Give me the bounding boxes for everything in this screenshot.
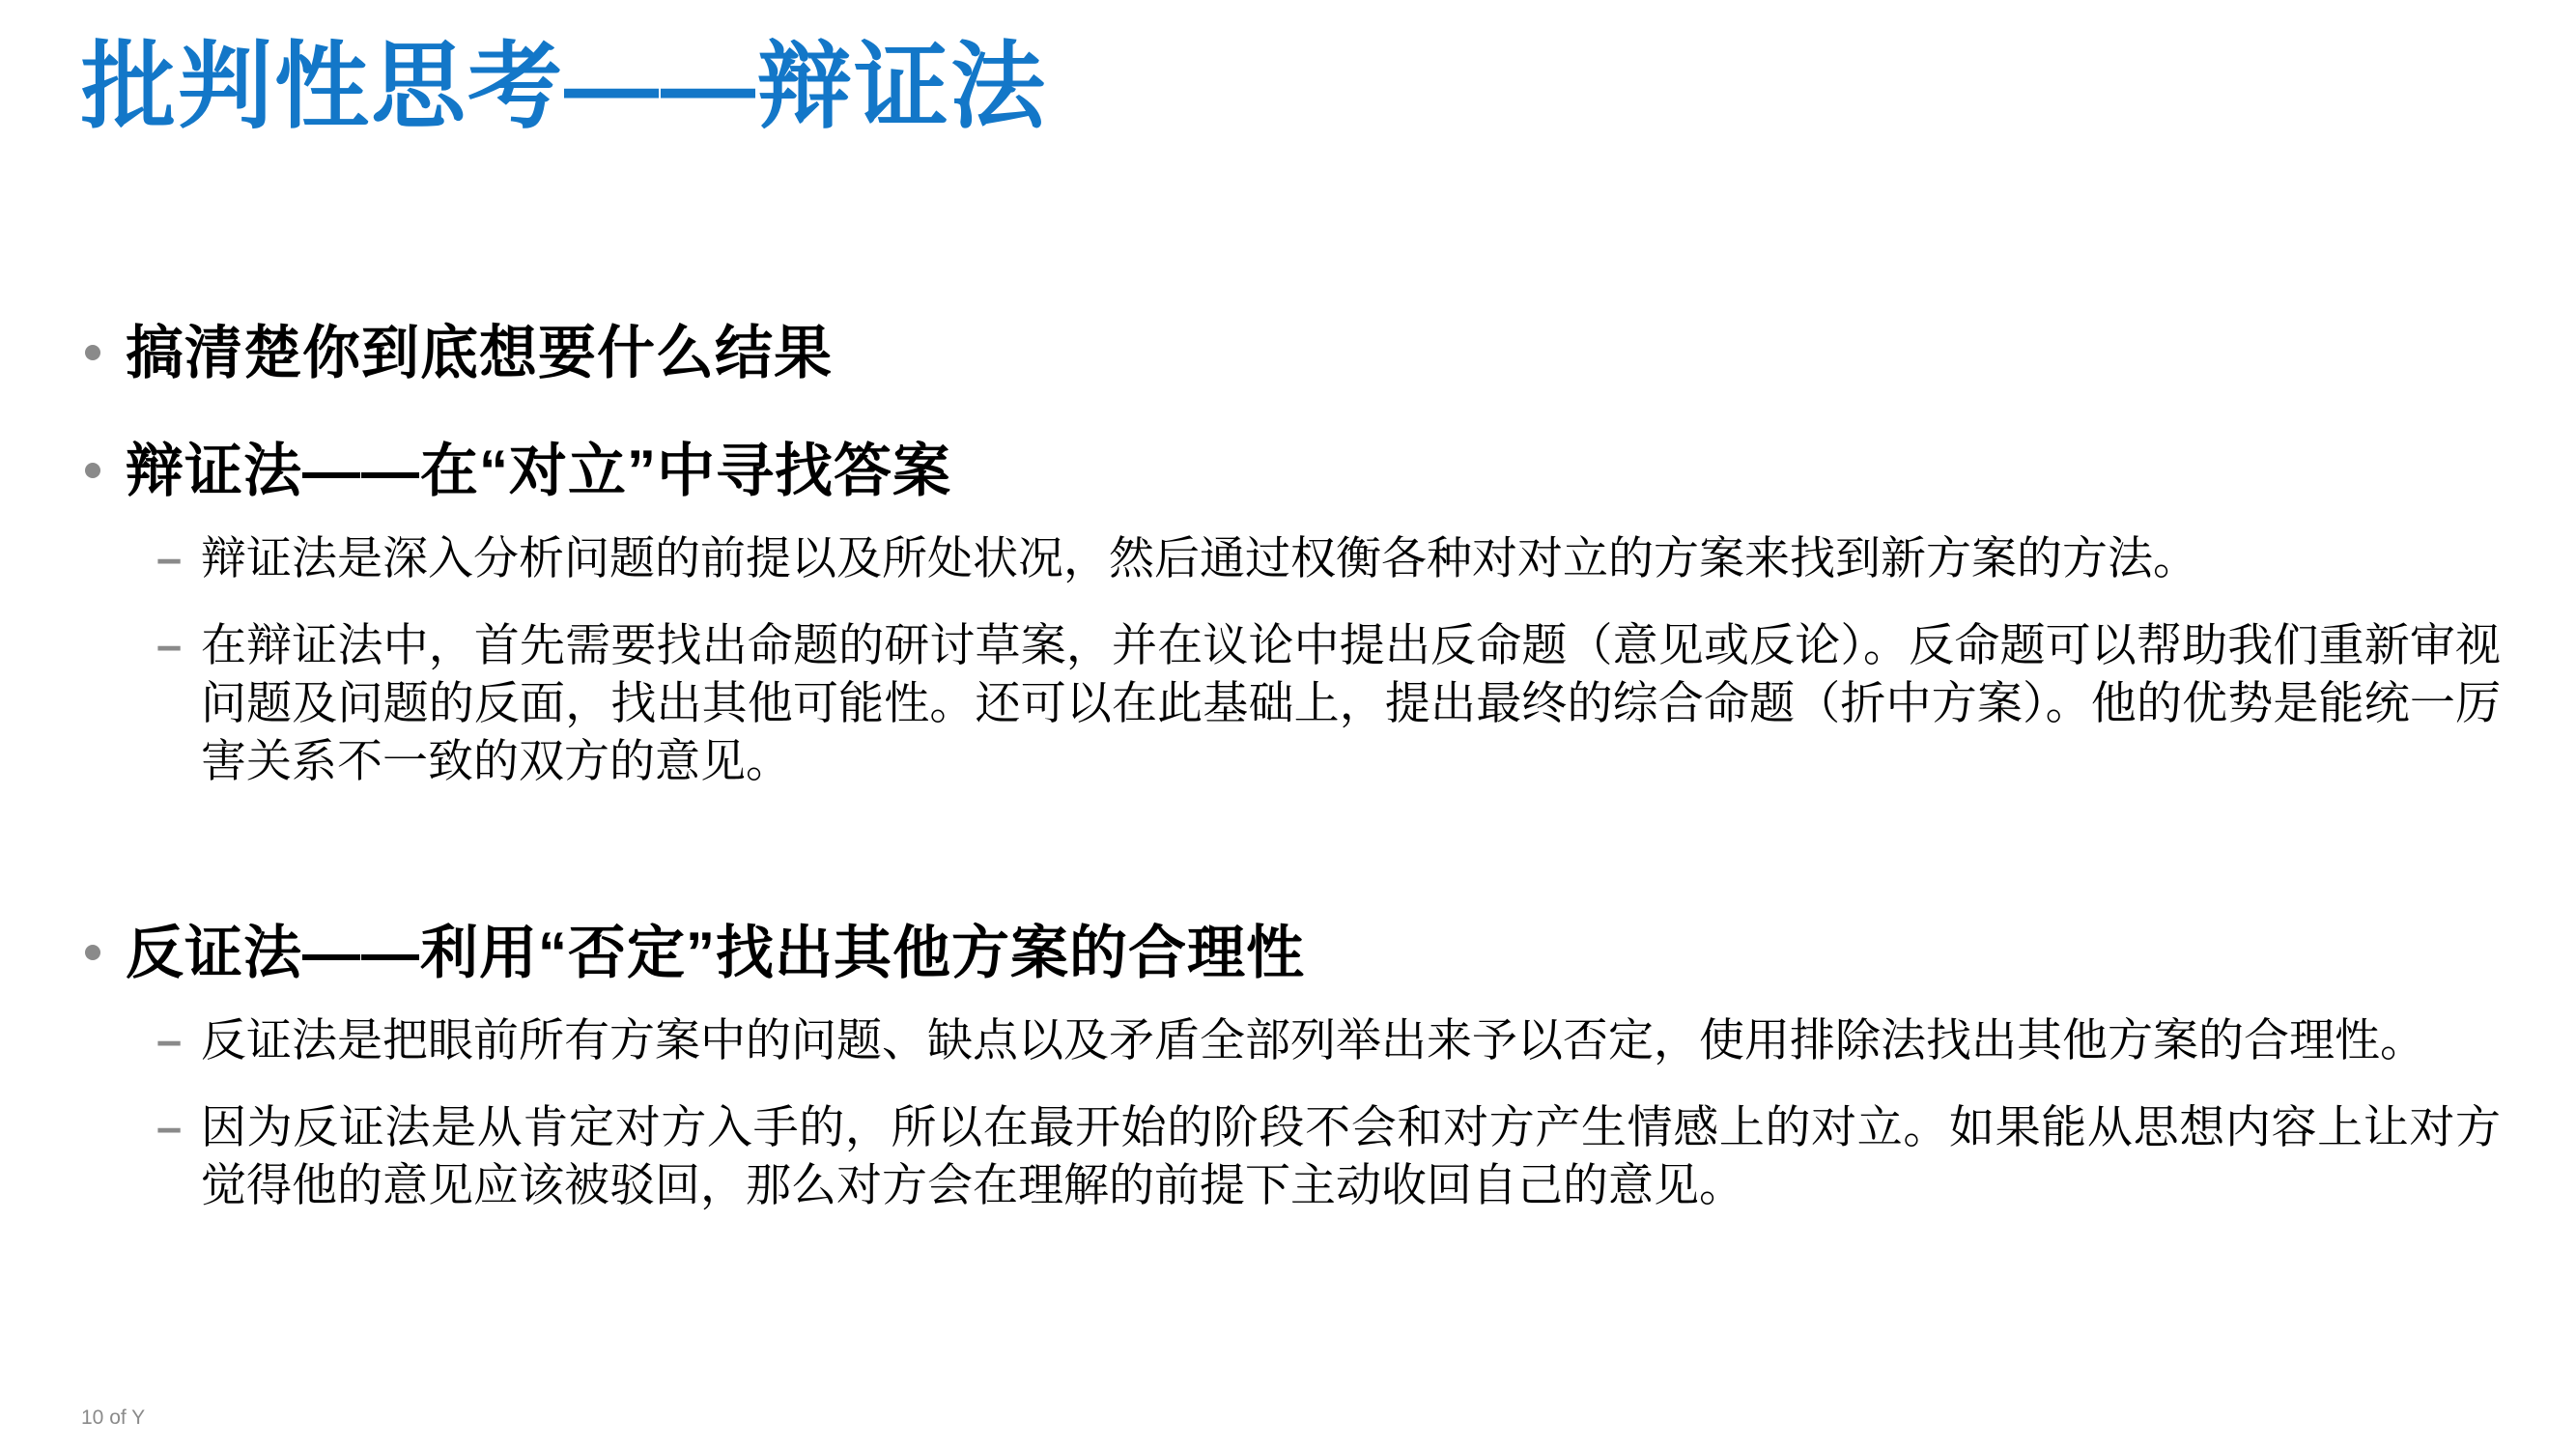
bullet-item-level1	[81, 437, 2501, 506]
bullet-item-level2	[156, 1098, 2501, 1214]
bullet-label: 反证法——利用“否定”找出其他方案的合理性	[126, 920, 1305, 985]
bullet-label: 辩证法——在“对立”中寻找答案	[126, 439, 951, 503]
bullet-label: 搞清楚你到底想要什么结果	[126, 321, 833, 385]
sub-bullet-text: 在辩证法中，首先需要找出命题的研讨草案，并在议论中提出反命题（意见或反论）。反命题可以帮助我们重新审视问题及问题的反面，找出其他可能性。还可以在此基础上，提出最终的综合命题（折中方案）。他的优势是能统一厉害关系不一致的双方的意见。	[201, 619, 2501, 787]
bullet-item-level2	[156, 1011, 2501, 1069]
bullet-marker-icon	[85, 463, 100, 478]
bullet-item-level2	[156, 529, 2501, 587]
sub-bullet-text: 反证法是把眼前所有方案中的问题、缺点以及矛盾全部列举出来予以否定，使用排除法找出其他方案的合理性。	[201, 1013, 2425, 1065]
bullet-item-level1	[81, 919, 2501, 988]
bullet-item-level1	[81, 319, 2501, 388]
sub-bullet-text: 因为反证法是从肯定对方入手的，所以在最开始的阶段不会和对方产生情感上的对立。如果能从思想内容上让对方觉得他的意见应该被驳回，那么对方会在理解的前提下主动收回自己的意见。	[201, 1100, 2501, 1210]
sub-bullet-text: 辩证法是深入分析问题的前提以及所处状况，然后通过权衡各种对对立的方案来找到新方案的方法。	[201, 532, 2198, 583]
bullet-group	[81, 919, 2501, 1214]
page-number: 10 of Y	[81, 1406, 146, 1429]
dash-marker-icon: –	[156, 532, 183, 583]
dash-marker-icon: –	[156, 619, 183, 671]
dash-marker-icon: –	[156, 1100, 183, 1152]
bullet-item-level2	[156, 616, 2501, 790]
bullet-group	[81, 319, 2501, 388]
bullet-group	[81, 437, 2501, 791]
bullet-marker-icon	[85, 345, 100, 360]
slide-title: 批判性思考——辩证法	[81, 33, 1048, 139]
bullet-marker-icon	[85, 945, 100, 960]
bullet-list	[81, 319, 2501, 1214]
dash-marker-icon: –	[156, 1013, 183, 1065]
